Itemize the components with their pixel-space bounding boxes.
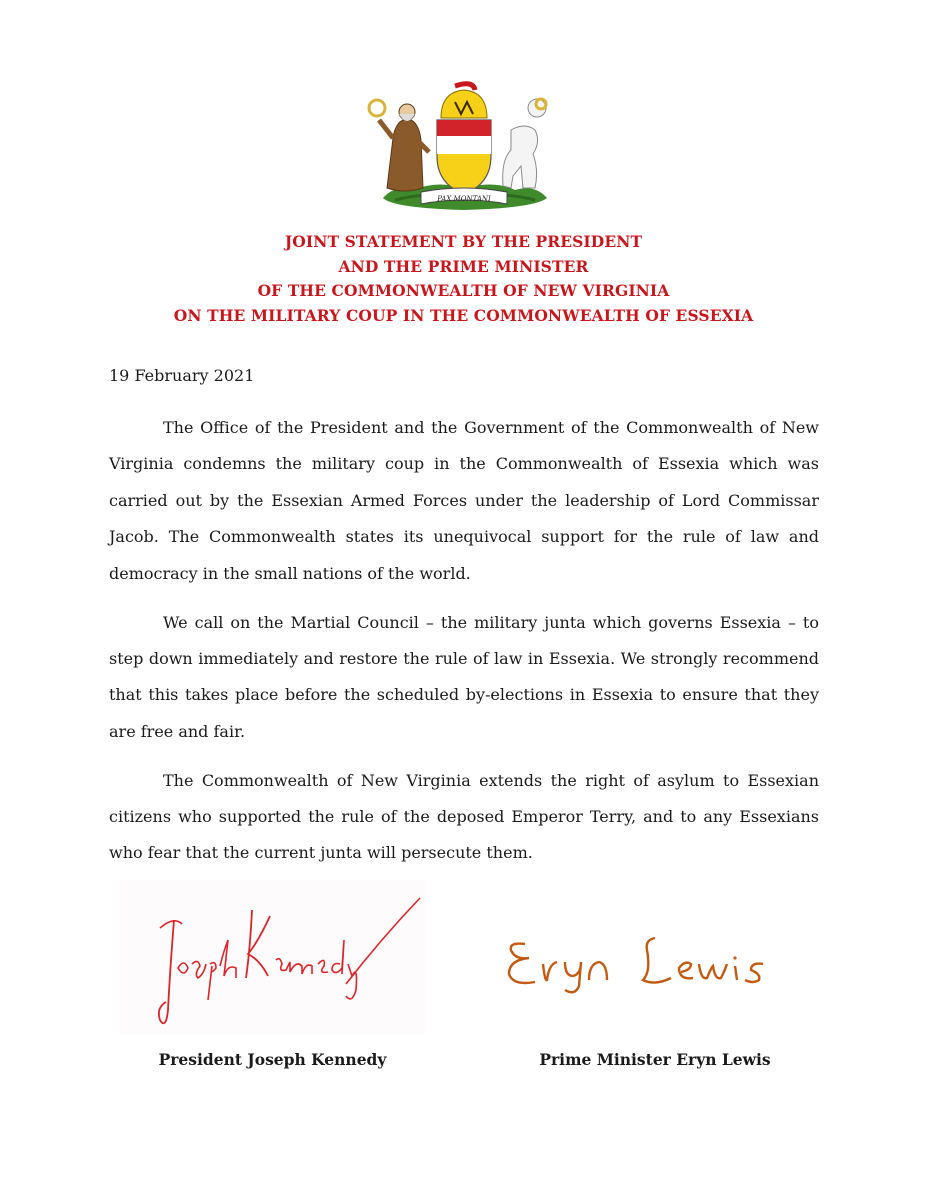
motto-text: PAX MONTANI (437, 195, 491, 203)
statement-title (0, 230, 927, 328)
title-line-3: OF THE COMMONWEALTH OF NEW VIRGINIA (257, 281, 670, 300)
statement-date: 19 February 2021 (109, 366, 255, 385)
motto-scroll (421, 188, 507, 204)
statement-body (109, 410, 819, 884)
title-line-1: JOINT STATEMENT BY THE PRESIDENT (284, 232, 643, 251)
helmet-icon (441, 84, 487, 118)
title-line-2: AND THE PRIME MINISTER (338, 256, 589, 276)
title-line-4: ON THE MILITARY COUP IN THE COMMONWEALTH OF ESSEXIA (173, 305, 754, 325)
paragraph-3: The Commonwealth of New Virginia extends the right of asylum to Essexian citizens who supported the rule of the deposed Emperor Terry, and to any Essexians who fear that the current junta will persecute them. (109, 770, 819, 863)
friar-supporter-icon (369, 100, 429, 191)
shield-icon (437, 120, 491, 194)
signature-lewis (495, 920, 795, 1000)
coat-of-arms (365, 80, 563, 212)
signer-president: President Joseph Kennedy (158, 1050, 387, 1069)
signature-kennedy (120, 880, 425, 1035)
ram-supporter-icon (503, 99, 546, 188)
paragraph-1: The Office of the President and the Government of the Commonwealth of New Virginia condemns the military coup in the Commonwealth of Essexia which was carried out by the Essexian Armed Forces under the leadership of Lord Commissar Jacob. The Commonwealth states its unequivocal support for the rule of law and democracy in the small nations of the world. (109, 418, 819, 583)
signer-prime-minister: Prime Minister Eryn Lewis (539, 1050, 771, 1069)
paragraph-2: We call on the Martial Council – the military junta which governs Essexia – to step down immediately and restore the rule of law in Essexia. We strongly recommend that this takes place before the scheduled by-elections in Essexia to ensure that they are free and fair. (109, 612, 819, 741)
